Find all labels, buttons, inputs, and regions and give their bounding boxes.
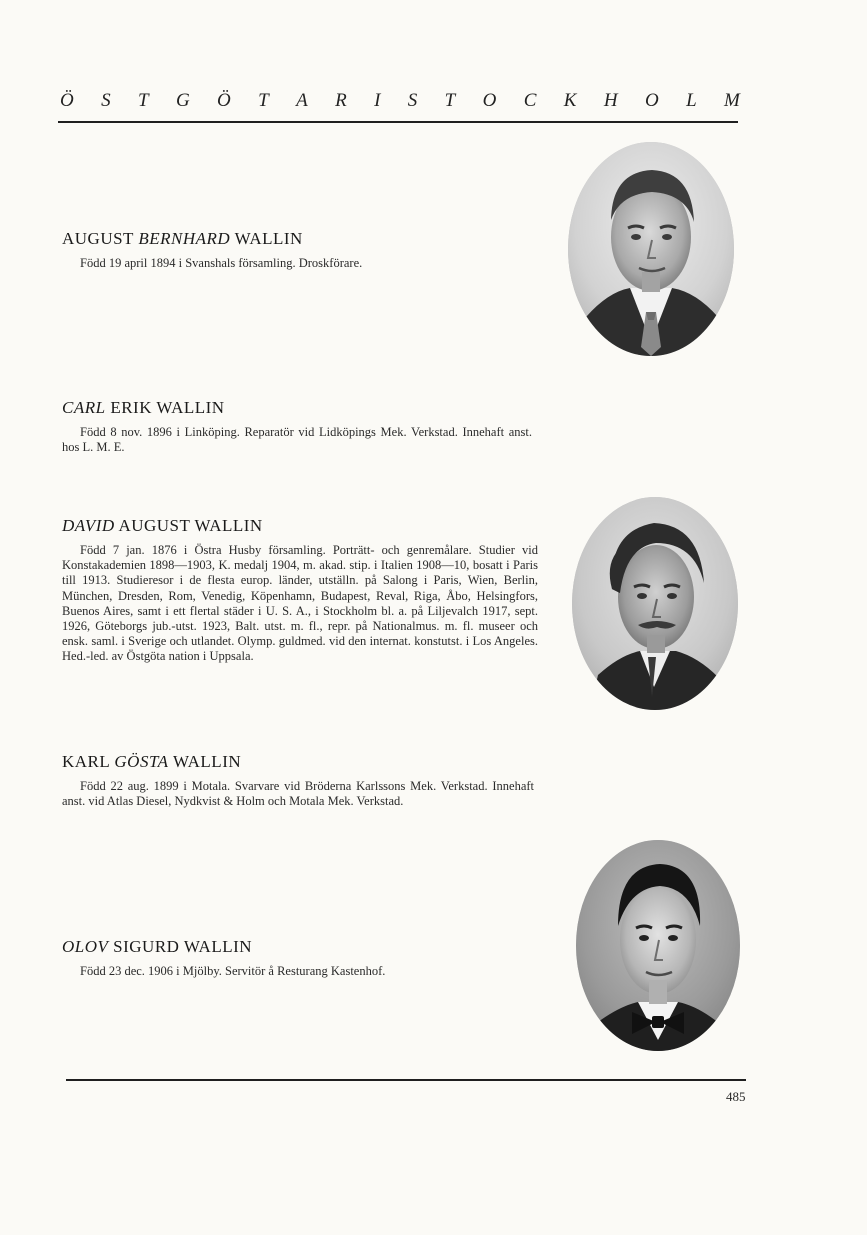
header-rule [58,121,738,123]
header-letter: C [523,90,537,111]
name-part: AUGUST WALLIN [114,516,263,535]
entry-bio: Född 22 aug. 1899 i Motala. Svarvare vid Bröderna Karlssons Mek. Verkstad. Innehaft anst. vid Atlas Diesel, Nydkvist & Holm och Motala Mek. Verkstad. [62,779,534,809]
entry-bio: Född 7 jan. 1876 i Östra Husby församling. Porträtt- och genremålare. Studier vid Konstakademien 1898—1903, K. medalj 1904, m. akad. stip. i Italien 1908—10, bosatt i Paris till 1913. Studieresor i de flesta europ. länder, utställn. på Salong i Paris, Wien, Berlin, München, Dresden, Rom, Venedig, Köpenhamn, Budapest, Reval, Riga, Åbo, Helsingfors, Buenos Aires, samt i ett flertal städer i U. S. A., i Stockholm bl. a. på Liljevalch 1917, sept. 1926, Göteborgs jub.-utst. 1923, Balt. utst. m. fl., repr. på Nationalmus. m. fl. museer och ensk. saml. i Sverige och utlandet. Olymp. guldmed. vid den internat. konstutst. i Los Angeles. Hed.-led. av Östgöta nation i Uppsala. [62,543,538,664]
portrait-photo-august-bernhard-wallin [568,142,734,356]
header-letter: K [563,90,577,111]
header-letter: T [444,90,456,111]
entry-august-bernhard-wallin [62,229,482,271]
name-part: AUGUST [62,229,139,248]
header-letter: S [101,90,111,111]
header-letter: A [296,90,308,111]
header-letter: R [335,90,347,111]
running-header [60,90,740,114]
header-letter: T [137,90,149,111]
entry-bio: Född 19 april 1894 i Svanshals församling. Droskförare. [80,256,363,270]
name-part: WALLIN [168,752,242,771]
name-part-italic: DAVID [62,516,115,535]
entry-name [62,937,502,957]
name-part: SIGURD WALLIN [108,937,253,956]
entry-david-august-wallin [62,516,538,665]
name-part: ERIK WALLIN [105,398,225,417]
entry-olov-sigurd-wallin [62,937,502,979]
name-part: WALLIN [230,229,303,248]
name-part-italic: CARL [62,398,106,417]
header-letter: O [644,90,659,111]
header-letter: Ö [217,90,231,111]
page-number: 485 [726,1089,746,1104]
header-letter: L [686,90,697,111]
portrait-photo-david-august-wallin [572,497,738,710]
header-letter: H [603,90,618,111]
entry-name [62,398,532,418]
header-letter: Ö [60,90,74,111]
entry-karl-gosta-wallin [62,752,534,809]
entry-carl-erik-wallin [62,398,532,455]
portrait-illustration [572,497,738,710]
header-letter: I [374,90,381,111]
header-letter: T [258,90,269,111]
entry-name [62,752,534,772]
header-letter: S [407,90,418,111]
name-part-italic: GÖSTA [114,752,169,771]
header-letter: O [482,90,497,111]
footer-rule [66,1079,746,1081]
name-part-italic: BERNHARD [138,229,231,248]
entry-bio: Född 8 nov. 1896 i Linköping. Reparatör vid Lidköpings Mek. Verkstad. Innehaft anst. hos L. M. E. [62,425,532,455]
entry-name [62,516,538,536]
portrait-illustration [568,142,734,356]
portrait-photo-olov-sigurd-wallin [576,840,740,1051]
header-letter: G [175,90,190,111]
portrait-illustration [576,840,740,1051]
entry-name [62,229,482,249]
name-part-italic: OLOV [62,937,109,956]
entry-bio: Född 23 dec. 1906 i Mjölby. Servitör å Resturang Kastenhof. [80,964,386,978]
header-letter: M [724,90,740,111]
name-part: KARL [62,752,115,771]
